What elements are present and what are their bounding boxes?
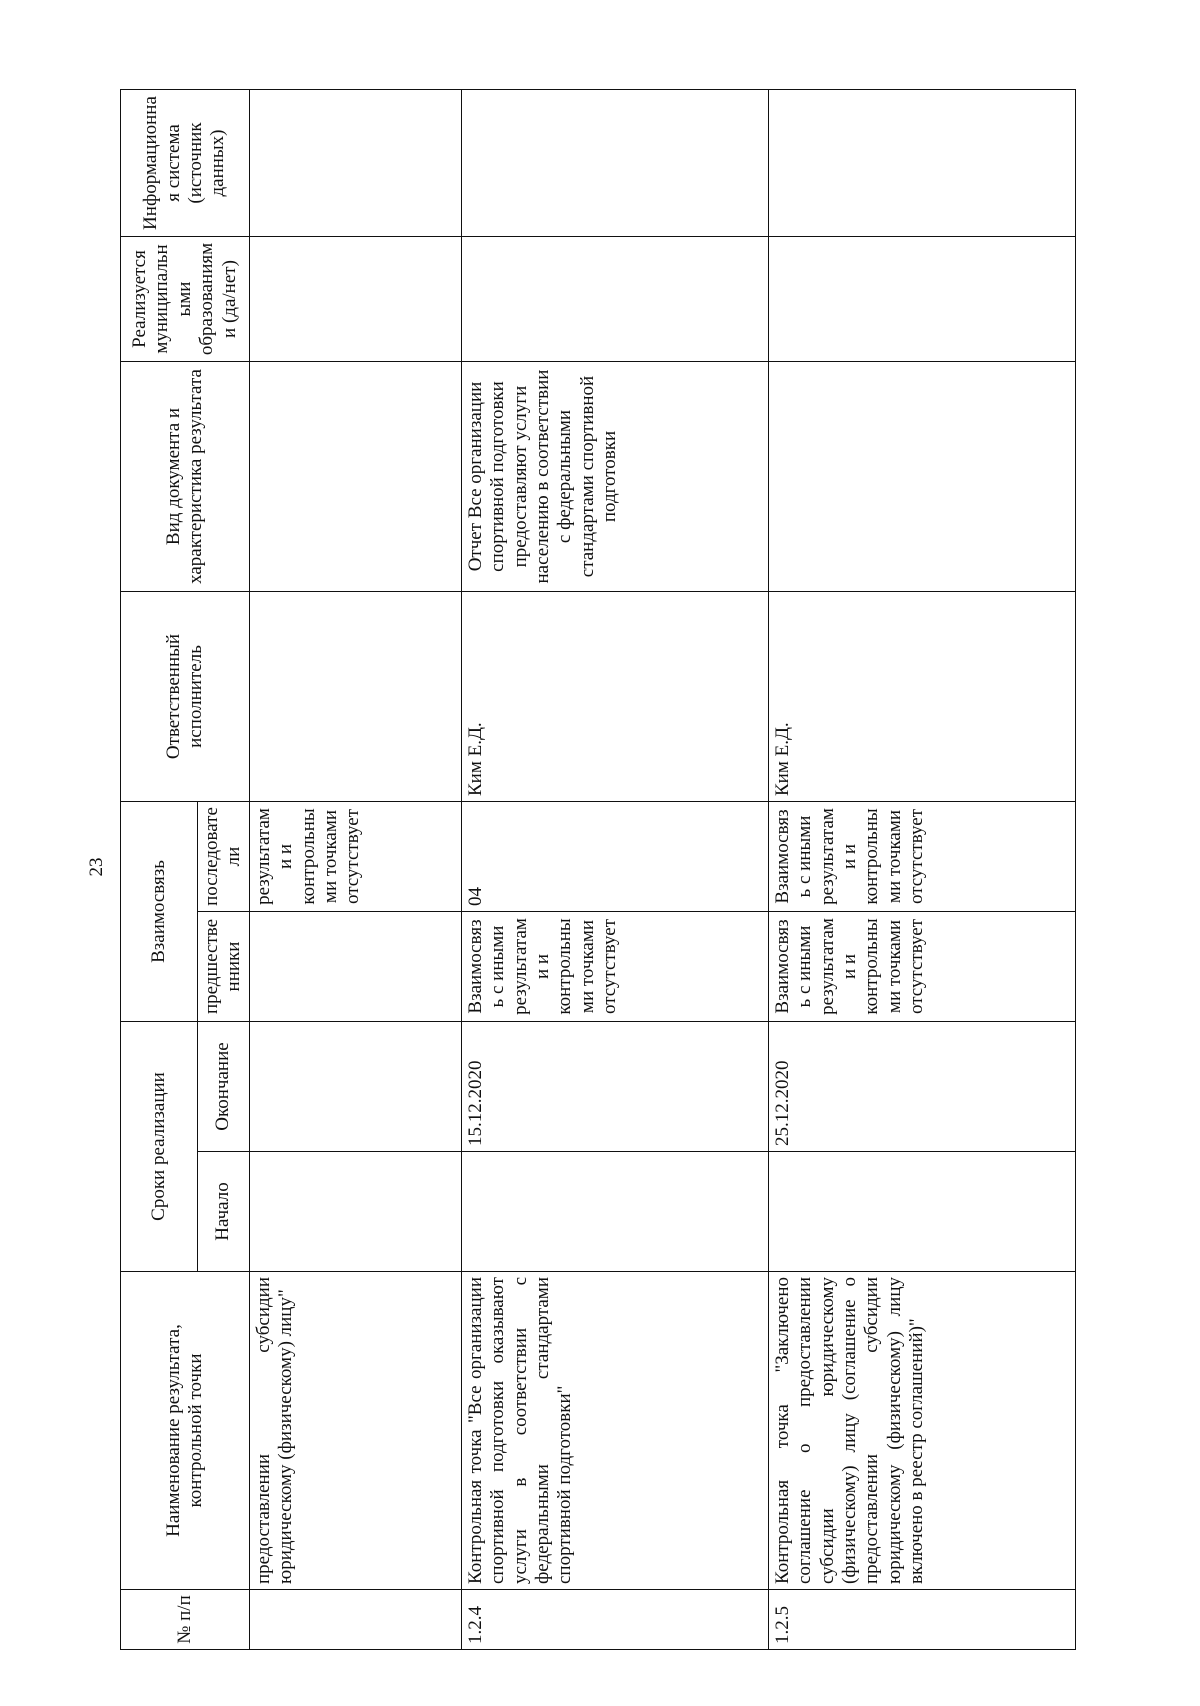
- cell-successors: результатами и контрольными точками отсутствует: [249, 802, 461, 912]
- cell-predecessors: [249, 912, 461, 1022]
- header-municipal: Реализуется муниципальными образованиями (да/нет): [121, 237, 250, 362]
- cell-end: 15.12.2020: [461, 1022, 768, 1152]
- cell-name: предоставлении субсидии юридическому (физическому) лицу": [249, 1272, 461, 1590]
- cell-successors: Взаимосвязь с иными результатами и контрольными точками отсутствует: [768, 802, 1075, 912]
- cell-num: 1.2.5: [768, 1590, 1075, 1650]
- cell-name: Контрольная точка "Все организации спортивной подготовки оказывают услуги в соответствии с федеральными стандартами спортивной подготовки": [461, 1272, 768, 1590]
- cell-successors: 04: [461, 802, 768, 912]
- cell-predecessors: Взаимосвязь с иными результатами и контрольными точками отсутствует: [461, 912, 768, 1022]
- cell-end: [249, 1022, 461, 1152]
- cell-document: [768, 362, 1075, 592]
- cell-start: [461, 1152, 768, 1272]
- cell-municipal: [461, 237, 768, 362]
- cell-num: [249, 1590, 461, 1650]
- header-predecessors: предшественники: [198, 912, 250, 1022]
- rotated-table-sheet: [120, 90, 1120, 1650]
- table-row: [461, 90, 768, 1650]
- cell-municipal: [249, 237, 461, 362]
- cell-num: 1.2.4: [461, 1590, 768, 1650]
- cell-info-system: [249, 90, 461, 237]
- header-info-system: Информационная система (источник данных): [121, 90, 250, 237]
- cell-responsible: [249, 592, 461, 802]
- cell-document: Отчет Все организации спортивной подготовки предоставляют услуги населению в соответствии с федеральными стандартами спортивной подготовки: [461, 362, 768, 592]
- header-name: Наименование результата, контрольной точки: [121, 1272, 250, 1590]
- header-document: Вид документа и характеристика результата: [121, 362, 250, 592]
- header-row-top: [121, 90, 198, 1650]
- header-responsible: Ответственный исполнитель: [121, 592, 250, 802]
- cell-municipal: [768, 237, 1075, 362]
- page-number: 23: [86, 857, 107, 877]
- table-row: [249, 90, 461, 1650]
- cell-start: [768, 1152, 1075, 1272]
- table-row: [768, 90, 1075, 1650]
- cell-document: [249, 362, 461, 592]
- header-terms: Сроки реализации: [121, 1022, 198, 1272]
- cell-info-system: [768, 90, 1075, 237]
- cell-start: [249, 1152, 461, 1272]
- header-successors: последователи: [198, 802, 250, 912]
- header-link: Взаимосвязь: [121, 802, 198, 1022]
- cell-info-system: [461, 90, 768, 237]
- cell-predecessors: Взаимосвязь с иными результатами и контрольными точками отсутствует: [768, 912, 1075, 1022]
- header-end: Окончание: [198, 1022, 250, 1152]
- cell-end: 25.12.2020: [768, 1022, 1075, 1152]
- cell-responsible: Ким Е.Д.: [461, 592, 768, 802]
- header-start: Начало: [198, 1152, 250, 1272]
- cell-name: Контрольная точка "Заключено соглашение о предоставлении субсидии юридическому (физическому) лицу (соглашение о предоставлении субсидии юридическому (физическому) лицу включено в реестр соглашений)": [768, 1272, 1075, 1590]
- cell-responsible: Ким Е.Д.: [768, 592, 1075, 802]
- plan-table: [120, 89, 1076, 1650]
- header-num: № п/п: [121, 1590, 250, 1650]
